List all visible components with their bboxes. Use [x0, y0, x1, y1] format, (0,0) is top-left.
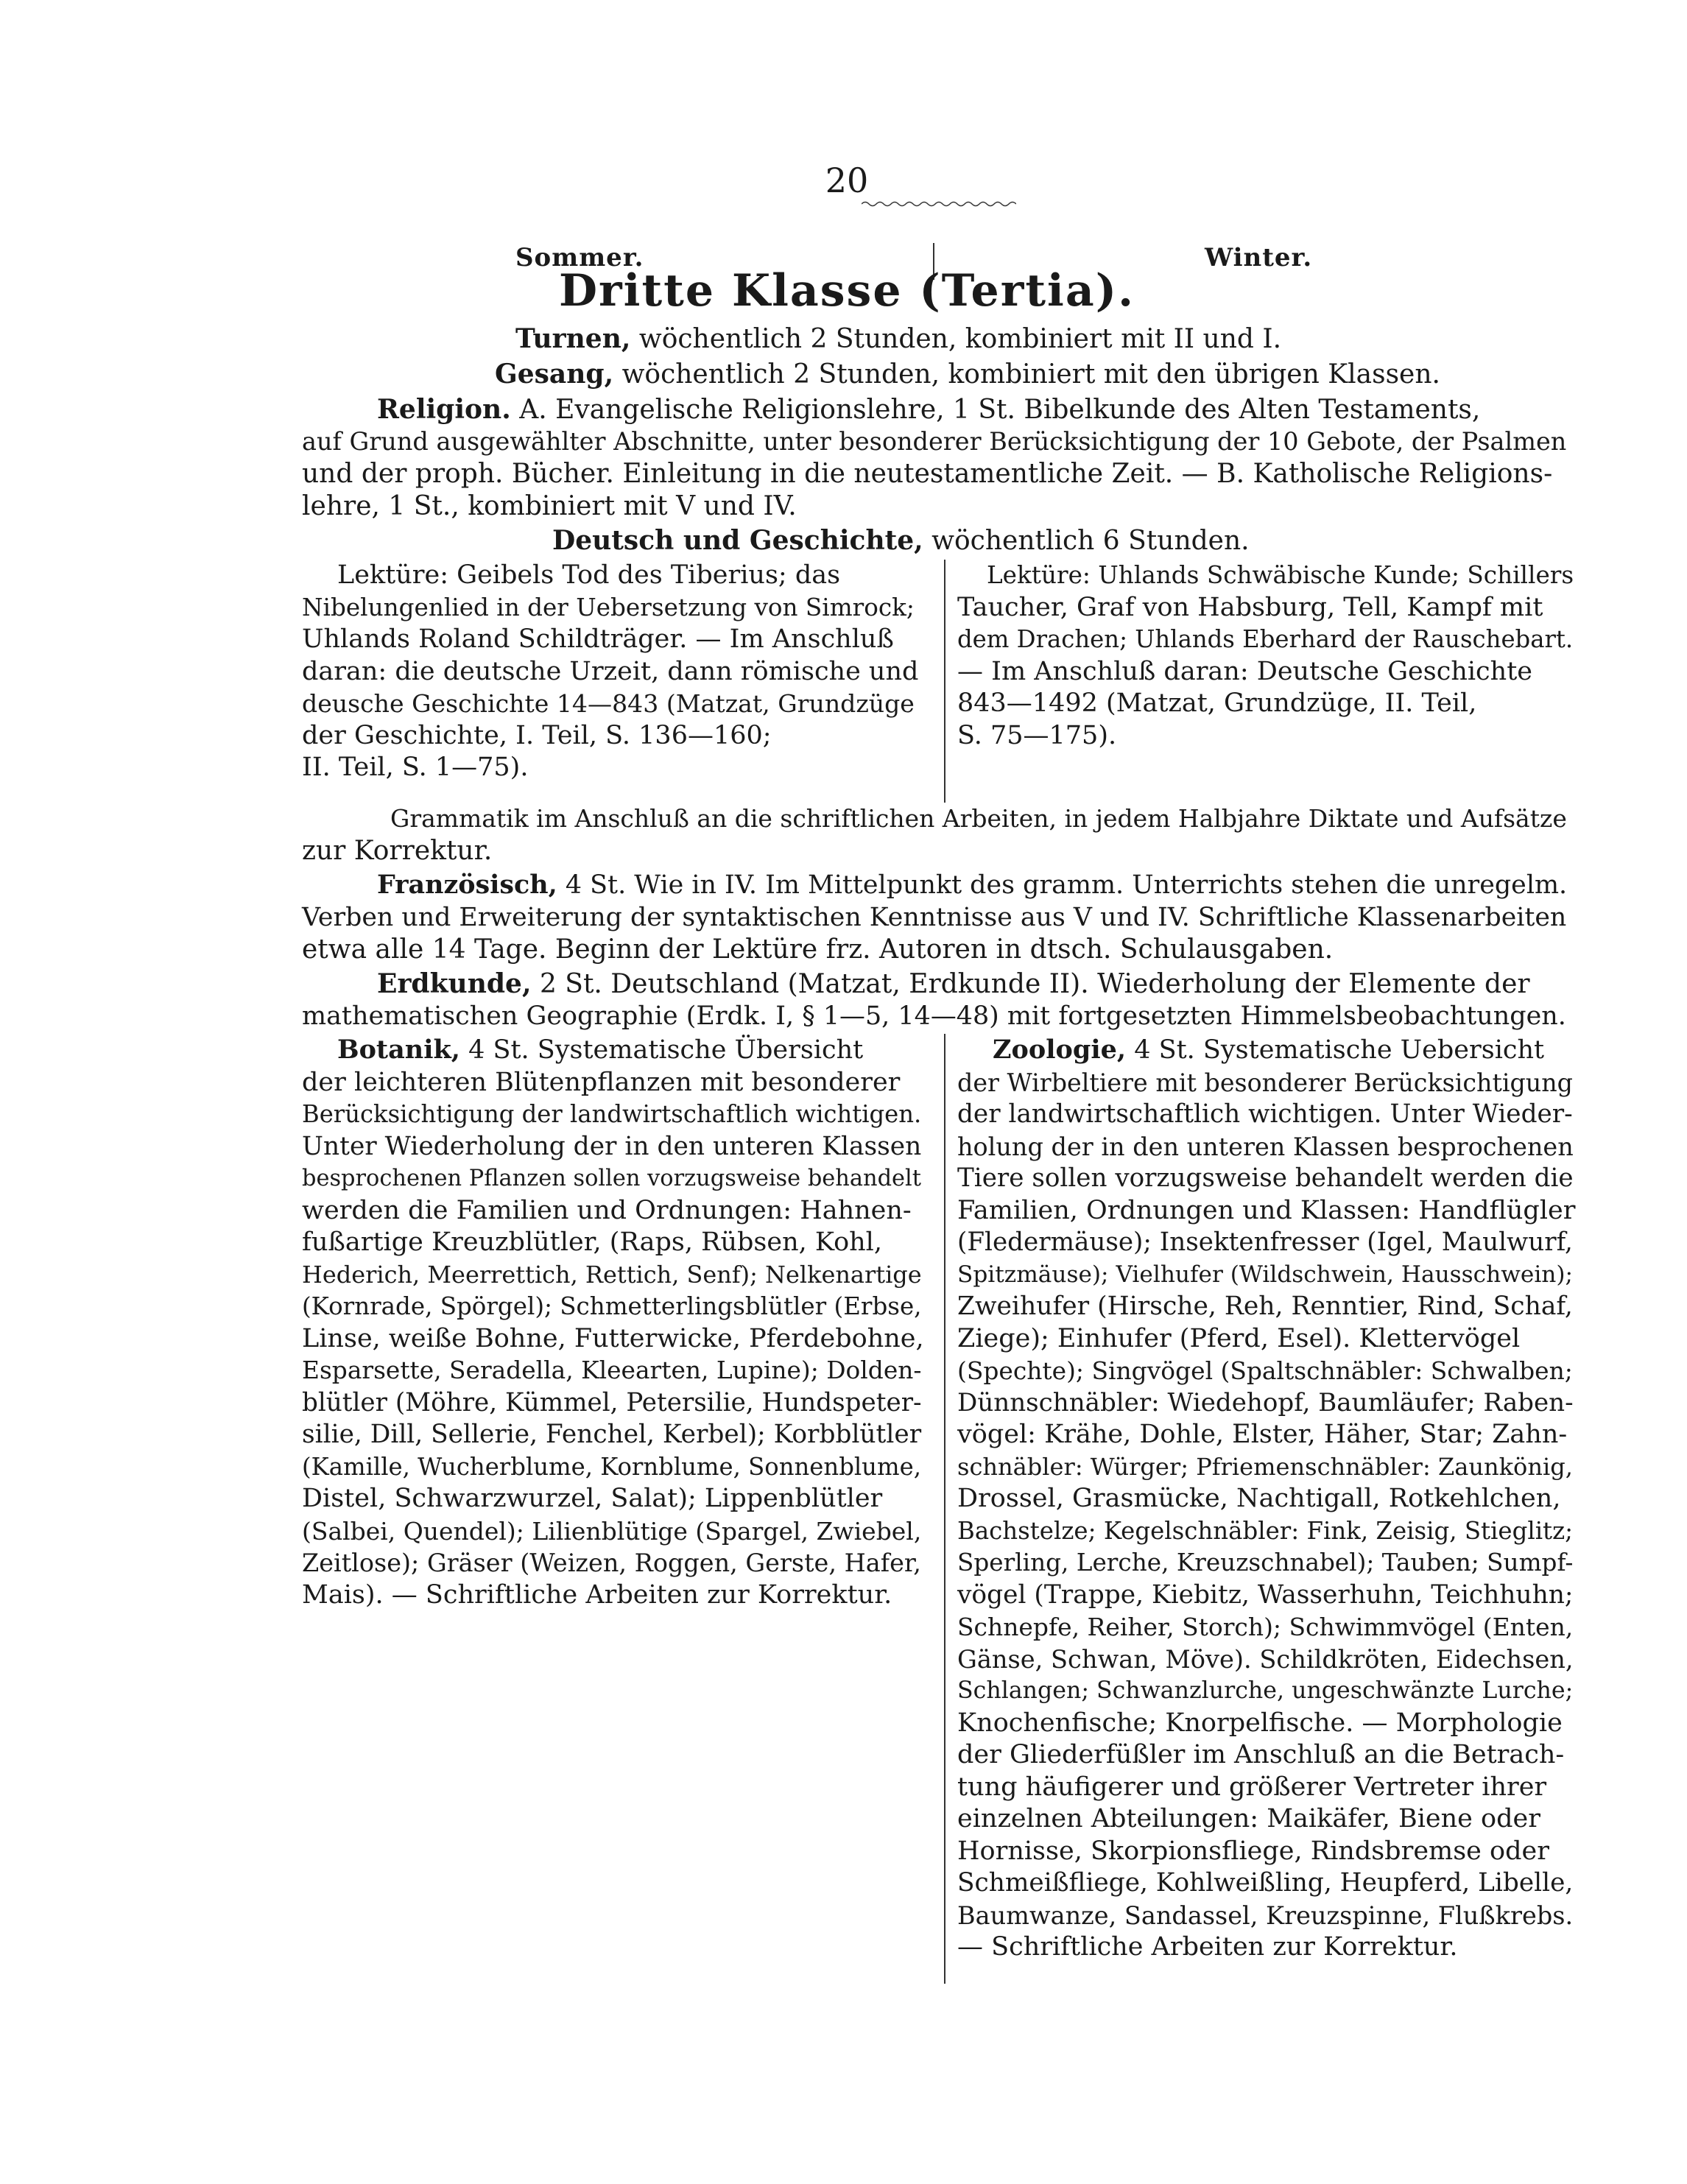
- zoologie-line: tung häufigerer und größerer Vertreter ihrer: [957, 1772, 1547, 1802]
- summer-label: Sommer.: [515, 243, 644, 272]
- botanik-line: besprochenen Pflanzen sollen vorzugsweise behandelt: [302, 1166, 921, 1191]
- botanik-first-line: [302, 1034, 928, 1067]
- religion-text-1: A. Evangelische Religionslehre, 1 St. Bibelkunde des Alten Testaments,: [519, 395, 1481, 425]
- zoologie-line: Bachstelze; Kegelschnäbler: Fink, Zeisig, Stieglitz;: [957, 1516, 1574, 1545]
- zoologie-first-text: 4 St. Systematische Uebersicht: [1134, 1035, 1545, 1065]
- erdkunde-line-2: mathematischen Geographie (Erdk. I, § 1—5, 14—48) mit fortgesetzten Himmelsbeobachtungen.: [302, 1001, 1566, 1031]
- zoologie-first-line: [957, 1034, 1579, 1067]
- religion-line-2: auf Grund ausgewählter Abschnitte, unter besonderer Berücksichtigung der 10 Gebote, der Psalmen: [302, 427, 1567, 456]
- zoologie-line: Tiere sollen vorzugsweise behandelt werden die: [957, 1163, 1574, 1193]
- grammatik-line-1: Grammatik im Anschluß an die schriftlichen Arbeiten, in jedem Halbjahre Diktate und Aufsätze: [390, 804, 1567, 833]
- botanik-line: (Kornrade, Spörgel); Schmetterlingsblütler (Erbse,: [302, 1292, 922, 1320]
- botanik-line: Unter Wiederholung der in den unteren Klassen: [302, 1131, 922, 1161]
- deutsch-summer-line: der Geschichte, I. Teil, S. 136—160;: [302, 720, 772, 750]
- zoologie-line: schnäbler: Würger; Pfriemenschnäbler: Zaunkönig,: [957, 1452, 1573, 1481]
- deutsch-winter-line: dem Drachen; Uhlands Eberhard der Rauschebart.: [957, 625, 1574, 653]
- franzoesisch-line-1: [377, 869, 1567, 901]
- deutsch-heading-line: [552, 524, 1250, 557]
- turnen-heading: Turnen,: [515, 323, 631, 354]
- winter-label: Winter.: [1205, 243, 1313, 272]
- botanik-line: Linse, weiße Bohne, Futterwicke, Pferdebohne,: [302, 1323, 924, 1353]
- zoologie-line: (Fledermäuse); Insektenfresser (Igel, Maulwurf,: [957, 1227, 1573, 1257]
- zoologie-line: Schlangen; Schwanzlurche, ungeschwänzte Lurche;: [957, 1677, 1574, 1704]
- botanik-line: Esparsette, Seradella, Kleearten, Lupine); Dolden-: [302, 1356, 922, 1384]
- turnen-line: [515, 323, 1281, 356]
- botanik-line: Mais). — Schriftliche Arbeiten zur Korrektur.: [302, 1579, 892, 1610]
- zoologie-line: Schmeißfliege, Kohlweißling, Heupferd, Libelle,: [957, 1868, 1574, 1898]
- zoologie-line: der Wirbeltiere mit besonderer Berücksichtigung: [957, 1068, 1573, 1097]
- page-number: 20: [825, 161, 869, 200]
- zoologie-line: Drossel, Grasmücke, Nachtigall, Rotkehlchen,: [957, 1484, 1561, 1513]
- deutsch-summer-line: II. Teil, S. 1—75).: [302, 753, 529, 782]
- zoologie-line: Ziege); Einhufer (Pferd, Esel). Klettervögel: [957, 1323, 1521, 1353]
- botanik-line: Berücksichtigung der landwirtschaftlich wichtigen.: [302, 1100, 922, 1128]
- zoologie-line: Gänse, Schwan, Möve). Schildkröten, Eidechsen,: [957, 1644, 1574, 1674]
- franzoesisch-line-3: etwa alle 14 Tage. Beginn der Lektüre frz. Autoren in dtsch. Schulausgaben.: [302, 934, 1334, 965]
- botanik-line: blütler (Möhre, Kümmel, Petersilie, Hundspeter-: [302, 1387, 922, 1417]
- erdkunde-text-1: 2 St. Deutschland (Matzat, Erdkunde II). Wiederholung der Elemente der: [539, 969, 1530, 999]
- column-divider-natural-science: [944, 1034, 945, 1984]
- gesang-text: wöchentlich 2 Stunden, kombiniert mit den übrigen Klassen.: [621, 359, 1440, 390]
- religion-heading: Religion.: [377, 394, 511, 425]
- zoologie-line: der landwirtschaftlich wichtigen. Unter Wieder-: [957, 1099, 1573, 1129]
- zoologie-column: [957, 1034, 1579, 1964]
- zoologie-line: vögel: Krähe, Dohle, Elster, Häher, Star; Zahn-: [957, 1420, 1568, 1449]
- turnen-text: wöchentlich 2 Stunden, kombiniert mit II und I.: [638, 324, 1282, 354]
- botanik-line: Distel, Schwarzwurzel, Salat); Lippenblütler: [302, 1484, 883, 1513]
- botanik-line: fußartige Kreuzblütler, (Raps, Rübsen, Kohl,: [302, 1227, 882, 1257]
- botanik-line: Zeitlose); Gräser (Weizen, Roggen, Gerste, Hafer,: [302, 1549, 921, 1577]
- deutsch-winter-line: S. 75—175).: [957, 720, 1117, 750]
- deutsch-summer-line: deusche Geschichte 14—843 (Matzat, Grundzüge: [302, 689, 915, 718]
- religion-line-3: und der proph. Bücher. Einleitung in die neutestamentliche Zeit. — B. Katholische Religions-: [302, 459, 1553, 489]
- deutsch-heading: Deutsch und Geschichte,: [552, 525, 923, 556]
- botanik-line: (Salbei, Quendel); Lilienblütige (Spargel, Zwiebel,: [302, 1516, 922, 1546]
- franzoesisch-heading: Französisch,: [377, 870, 557, 900]
- zoologie-line: Knochenfische; Knorpelfische. — Morphologie: [957, 1708, 1563, 1738]
- deutsch-hours: wöchentlich 6 Stunden.: [931, 526, 1250, 556]
- deutsch-summer-line: daran: die deutsche Urzeit, dann römische und: [302, 656, 919, 686]
- page-title: Dritte Klasse (Tertia).: [559, 265, 1135, 317]
- botanik-line: der leichteren Blütenpflanzen mit besonderer: [302, 1067, 901, 1097]
- deutsch-summer-line: Uhlands Roland Schildträger. — Im Anschluß: [302, 624, 894, 654]
- deutsch-winter-line: Lektüre: Uhlands Schwäbische Kunde; Schillers: [987, 561, 1574, 589]
- religion-line-4: lehre, 1 St., kombiniert mit V und IV.: [302, 491, 797, 521]
- erdkunde-line-1: [377, 968, 1530, 1001]
- botanik-line: (Kamille, Wucherblume, Kornblume, Sonnenblume,: [302, 1452, 921, 1481]
- zoologie-line: Baumwanze, Sandassel, Kreuzspinne, Flußkrebs.: [957, 1901, 1574, 1930]
- deutsch-winter-line: Taucher, Graf von Habsburg, Tell, Kampf mit: [957, 592, 1543, 622]
- deutsch-summer-column: [302, 560, 920, 784]
- deutsch-winter-line: 843—1492 (Matzat, Grundzüge, II. Teil,: [957, 688, 1477, 718]
- deutsch-summer-line: Nibelungenlied in der Uebersetzung von Simrock;: [302, 593, 915, 621]
- zoologie-line: Dünnschnäbler: Wiedehopf, Baumläufer; Raben-: [957, 1387, 1574, 1417]
- zoologie-line: Sperling, Lerche, Kreuzschnabel); Tauben; Sumpf-: [957, 1549, 1574, 1577]
- zoologie-line: Schnepfe, Reiher, Storch); Schwimmvögel (Enten,: [957, 1613, 1574, 1641]
- franzoesisch-line-2: Verben und Erweiterung der syntaktischen Kenntnisse aus V und IV. Schriftliche Klassenarbeiten: [302, 903, 1567, 932]
- botanik-heading: Botanik,: [337, 1035, 460, 1065]
- gesang-line: [495, 358, 1440, 391]
- deutsch-summer-line: Lektüre: Geibels Tod des Tiberius; das: [337, 560, 841, 590]
- botanik-line: werden die Familien und Ordnungen: Hahnen-: [302, 1195, 912, 1225]
- erdkunde-heading: Erdkunde,: [377, 968, 532, 999]
- zoologie-line: Familien, Ordnungen und Klassen: Handflügler: [957, 1195, 1576, 1225]
- zoologie-line: holung der in den unteren Klassen besprochenen: [957, 1132, 1574, 1161]
- botanik-first-text: 4 St. Systematische Übersicht: [468, 1035, 864, 1065]
- botanik-line: Hederich, Meerrettich, Rettich, Senf); Nelkenartige: [302, 1260, 922, 1289]
- zoologie-line: — Schriftliche Arbeiten zur Korrektur.: [957, 1932, 1458, 1962]
- column-divider-deutsch: [944, 560, 945, 803]
- deutsch-winter-column: [957, 560, 1579, 752]
- gesang-heading: Gesang,: [495, 359, 614, 390]
- deutsch-winter-line: — Im Anschluß daran: Deutsche Geschichte: [957, 656, 1532, 686]
- zoologie-line: vögel (Trappe, Kiebitz, Wasserhuhn, Teichhuhn;: [957, 1579, 1574, 1610]
- zoologie-line: der Gliederfüßler im Anschluß an die Betrach-: [957, 1740, 1565, 1769]
- grammatik-line-2: zur Korrektur.: [302, 836, 493, 866]
- zoologie-heading: Zoologie,: [993, 1035, 1127, 1065]
- wavy-rule: [862, 200, 1016, 208]
- zoologie-line: Zweihufer (Hirsche, Reh, Renntier, Rind, Schaf,: [957, 1292, 1573, 1321]
- zoologie-line: Hornisse, Skorpionsfliege, Rindsbremse oder: [957, 1836, 1549, 1866]
- zoologie-line: (Spechte); Singvögel (Spaltschnäbler: Schwalben;: [957, 1356, 1573, 1385]
- zoologie-line: einzelnen Abteilungen: Maikäfer, Biene oder: [957, 1804, 1540, 1833]
- botanik-line: silie, Dill, Sellerie, Fenchel, Kerbel); Korbblütler: [302, 1420, 922, 1449]
- franzoesisch-text-1: 4 St. Wie in IV. Im Mittelpunkt des gramm. Unterrichts stehen die unregelm.: [565, 870, 1568, 900]
- zoologie-line: Spitzmäuse); Vielhufer (Wildschwein, Hausschwein);: [957, 1261, 1574, 1288]
- religion-line-1: [377, 393, 1480, 426]
- botanik-column: [302, 1034, 928, 1611]
